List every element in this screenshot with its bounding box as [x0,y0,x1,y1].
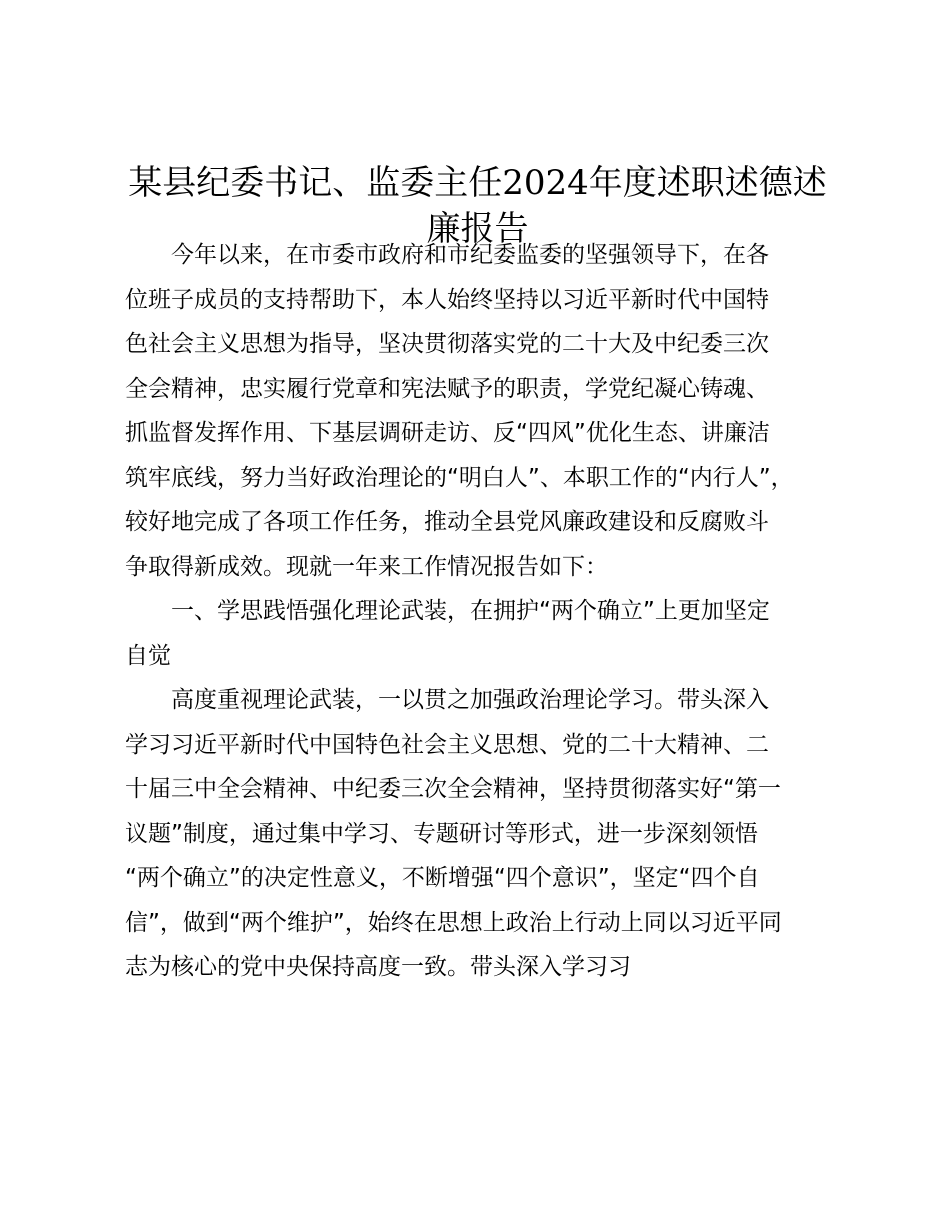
text-line: 十届三中全会精神、中纪委三次全会精神，坚持贯彻落实好“第一 [125,776,781,802]
text-line: 信”，做到“两个维护”，始终在思想上政治上行动上同以习近平同 [125,909,782,936]
text-line: 志为核心的党中央保持高度一致。带头深入学习习 [125,954,631,980]
text-line: 位班子成员的支持帮助下，本人始终坚持以习近平新时代中国特 [125,286,769,313]
text-line: 较好地完成了各项工作任务，推动全县党风廉政建设和反腐败斗 [125,509,769,535]
text-line: 争取得新成效。现就一年来工作情况报告如下： [125,553,608,580]
text-line: 抓监督发挥作用、下基层调研走访、反“四风”优化生态、讲廉洁 [125,420,770,446]
text-line: 议题”制度，通过集中学习、专题研讨等形式，进一步深刻领悟 [125,820,758,847]
text-line: 今年以来，在市委市政府和市纪委监委的坚强领导下，在各 [171,242,769,268]
text-line: 高度重视理论武装，一以贯之加强政治理论学习。带头深入 [171,687,769,713]
text-line: 色社会主义思想为指导，坚决贯彻落实党的二十大及中纪委三次 [125,331,769,357]
text-line: 筑牢底线，努力当好政治理论的“明白人”、本职工作的“内行人”， [125,464,794,491]
title-line-2: 廉报告 [426,209,529,249]
section-heading-1 [125,589,845,678]
paragraph-theory-study [125,678,845,990]
text-line: 学习习近平新时代中国特色社会主义思想、党的二十大精神、二 [125,731,769,758]
text-line: “两个确立”的决定性意义，不断增强“四个意识”，坚定“四个自 [125,865,760,891]
heading-line: 自觉 [125,642,171,669]
heading-line: 一、学思践悟强化理论武装，在拥护“两个确立”上更加坚定 [171,598,770,624]
paragraph-intro [125,233,845,589]
document-body [125,233,845,990]
text-line: 全会精神，忠实履行党章和宪法赋予的职责，学党纪凝心铸魂、 [125,375,769,402]
title-line-1: 某县纪委书记、监委主任2024年度述职述德述 [128,163,827,203]
